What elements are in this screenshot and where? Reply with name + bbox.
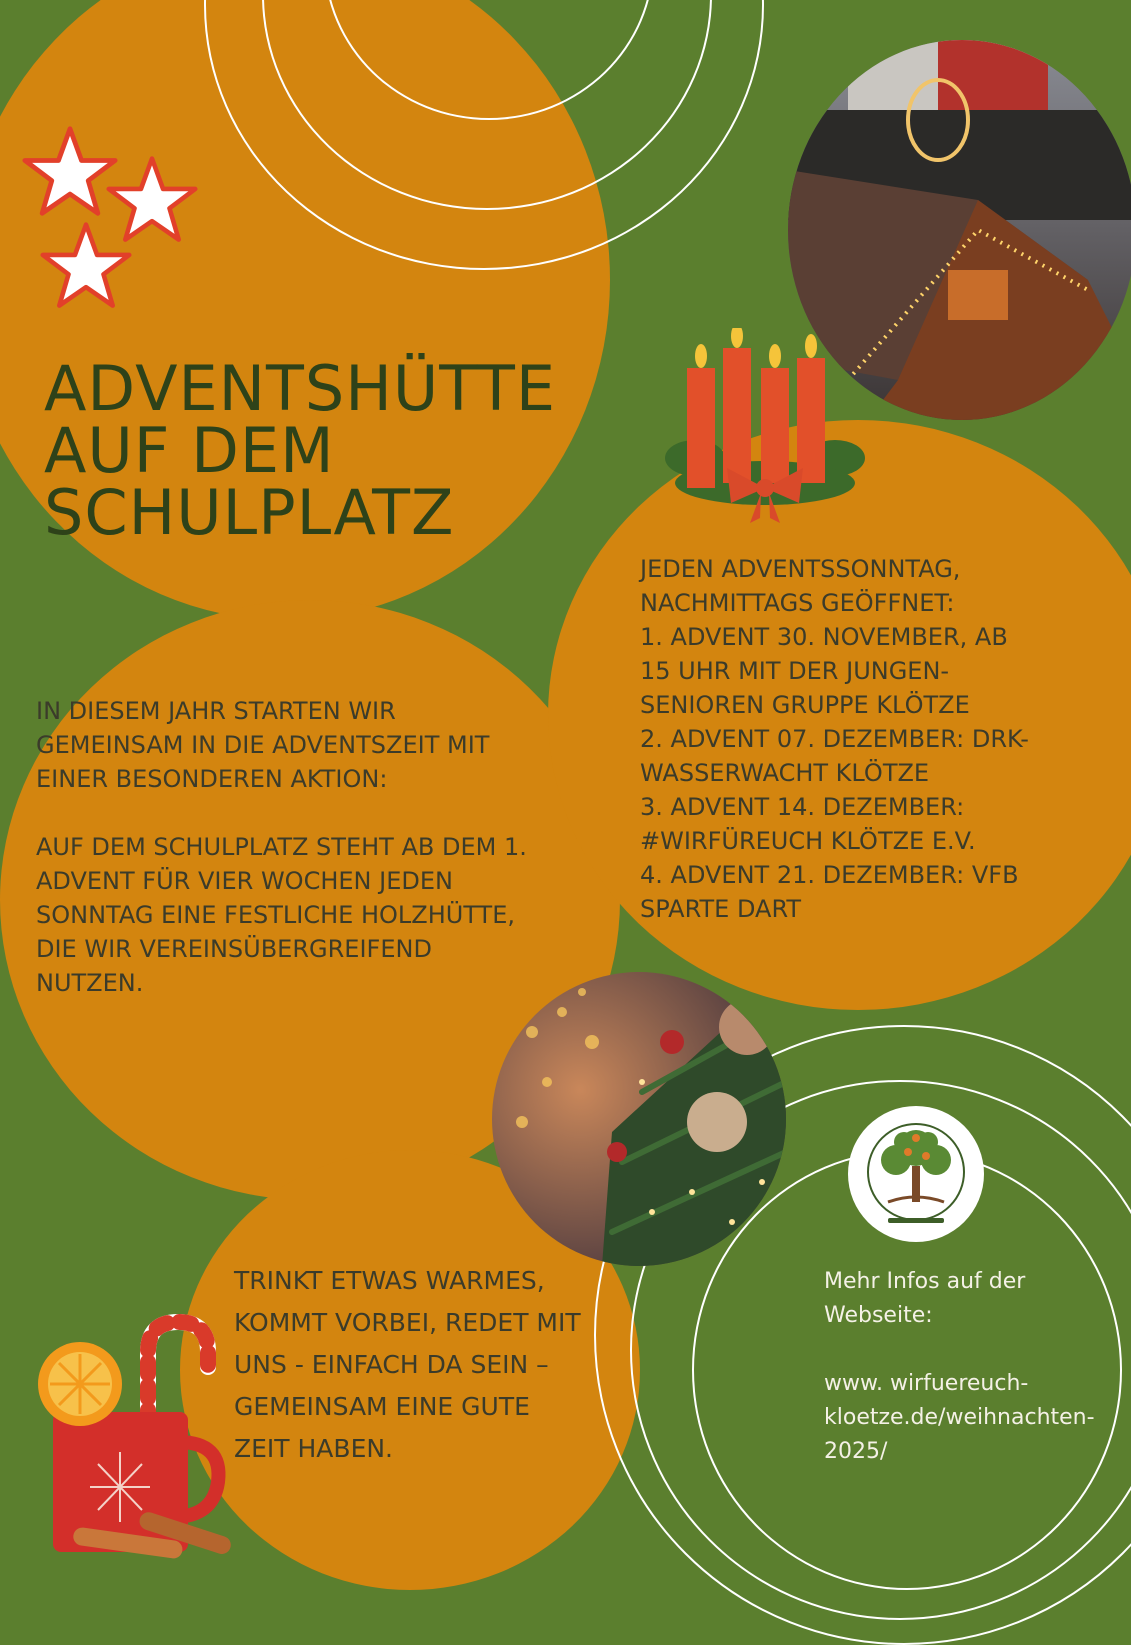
schedule-date-4: 4. ADVENT 21. DEZEMBER: VFB SPARTE DART	[640, 861, 1019, 923]
advent-wreath-icon	[665, 328, 865, 528]
website-intro: Mehr Infos auf der Webseite:	[824, 1269, 1026, 1328]
title-line-2: AUF DEM	[44, 414, 335, 487]
intro-paragraph-2: AUF DEM SCHULPLATZ STEHT AB DEM 1. ADVENT FÜR VIER WOCHEN JEDEN SONNTAG EINE FESTLICHE HOLZHÜTTE, DIE WIR VEREINSÜBERGREIFEND NUTZEN.	[36, 833, 527, 997]
title-line-3: SCHULPLATZ	[44, 476, 455, 549]
page-title	[44, 352, 604, 549]
schedule-date-2: 2. ADVENT 07. DEZEMBER: DRK-WASSERWACHT KLÖTZE	[640, 725, 1029, 787]
website-url[interactable]: www. wirfuereuch-kloetze.de/weihnachten-2025/	[824, 1371, 1095, 1464]
organization-logo	[848, 1106, 984, 1242]
star-icon	[38, 220, 134, 312]
mulled-wine-mug-icon	[28, 1312, 238, 1572]
schedule-date-3: 3. ADVENT 14. DEZEMBER: #WIRFÜREUCH KLÖTZE E.V.	[640, 793, 976, 855]
schedule-date-1: 1. ADVENT 30. NOVEMBER, AB 15 UHR MIT DER JUNGEN-SENIOREN GRUPPE KLÖTZE	[640, 623, 1008, 719]
schedule-heading: JEDEN ADVENTSSONNTAG, NACHMITTAGS GEÖFFNET:	[640, 555, 961, 617]
schedule-block	[640, 552, 1040, 926]
title-line-1: ADVENTSHÜTTE	[44, 352, 557, 425]
christmas-tree-photo	[492, 972, 786, 1266]
intro-block	[36, 694, 546, 1000]
star-icon	[22, 124, 118, 220]
tree-logo-icon	[848, 1106, 984, 1242]
intro-paragraph-1: IN DIESEM JAHR STARTEN WIR GEMEINSAM IN DIE ADVENTSZEIT MIT EINER BESONDEREN AKTION:	[36, 697, 490, 793]
invite-text: TRINKT ETWAS WARMES, KOMMT VORBEI, REDET MIT UNS - EINFACH DA SEIN – GEMEINSAM EINE GUTE ZEIT HABEN.	[234, 1266, 581, 1463]
website-info	[824, 1265, 1114, 1469]
